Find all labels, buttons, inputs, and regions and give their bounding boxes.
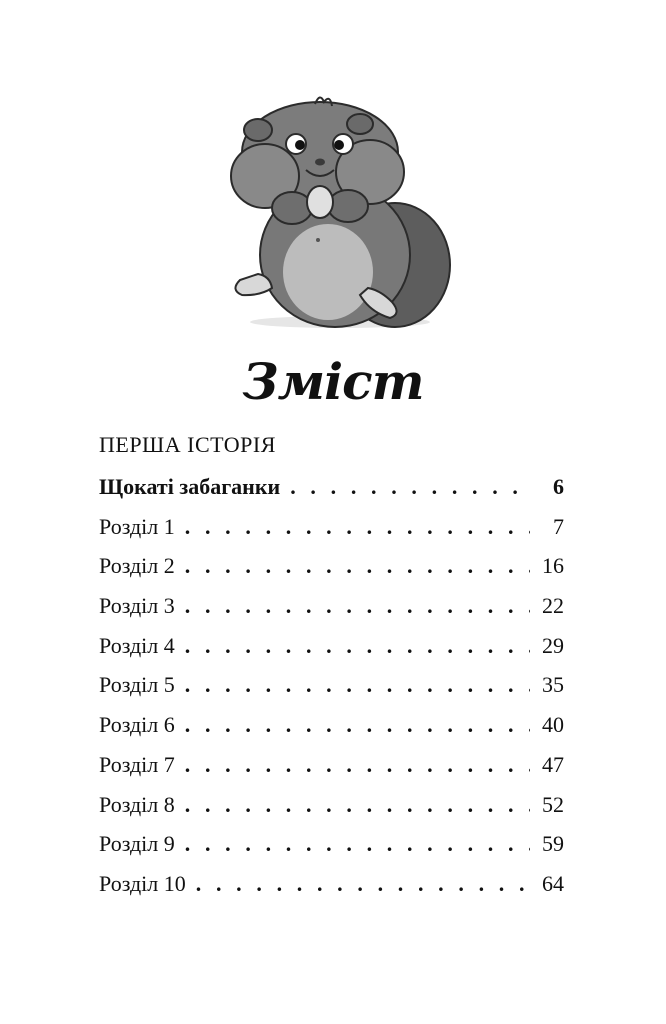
toc-entry[interactable]: [99, 593, 564, 633]
dot-leader: [185, 672, 530, 698]
dot-leader: [185, 831, 530, 857]
toc-entry-label: Розділ 5: [99, 672, 175, 698]
toc-entry[interactable]: [99, 514, 564, 554]
toc-entry-page: 52: [542, 791, 564, 817]
dot-leader: [185, 752, 530, 778]
toc-entry-page: 6: [553, 474, 564, 499]
toc-entry-label: Розділ 8: [99, 791, 175, 817]
toc-entry-label: Щокаті забаганки: [99, 474, 281, 499]
table-of-contents: [99, 474, 564, 911]
toc-entry-page: 59: [542, 831, 564, 857]
toc-entry-label: Розділ 6: [99, 712, 175, 738]
dot-leader: [185, 593, 530, 619]
dot-leader: [290, 474, 530, 500]
page-title: Зміст: [242, 352, 424, 411]
toc-entry-page: 16: [542, 553, 564, 579]
toc-entry-page: 7: [553, 513, 564, 539]
toc-entry-page: 22: [542, 593, 564, 619]
dot-leader: [185, 514, 530, 540]
toc-entry-label: Розділ 7: [99, 751, 175, 777]
dot-leader: [196, 871, 530, 897]
toc-entry-label: Розділ 1: [99, 513, 175, 539]
toc-entry-page: 64: [542, 870, 564, 896]
toc-entry-label: Розділ 4: [99, 632, 175, 658]
toc-entry[interactable]: [99, 752, 564, 792]
toc-entry[interactable]: [99, 712, 564, 752]
toc-entry-label: Розділ 3: [99, 593, 175, 619]
toc-entry-page: 40: [542, 712, 564, 738]
toc-entry[interactable]: [99, 633, 564, 673]
toc-entry-label: Розділ 9: [99, 831, 175, 857]
toc-entry-page: 29: [542, 632, 564, 658]
toc-entry[interactable]: [99, 871, 564, 911]
toc-entry[interactable]: [99, 474, 564, 514]
toc-entry-page: 35: [542, 672, 564, 698]
dot-leader: [185, 633, 530, 659]
hamster-illustration: [220, 90, 460, 335]
toc-entry-label: Розділ 10: [99, 870, 186, 896]
toc-entry[interactable]: [99, 672, 564, 712]
dot-leader: [185, 712, 530, 738]
toc-entry-label: Розділ 2: [99, 553, 175, 579]
toc-entry[interactable]: [99, 792, 564, 832]
dot-leader: [185, 553, 530, 579]
section-heading: ПЕРША ІСТОРІЯ: [99, 432, 276, 457]
toc-entry-page: 47: [542, 751, 564, 777]
toc-entry[interactable]: [99, 553, 564, 593]
dot-leader: [185, 792, 530, 818]
toc-entry[interactable]: [99, 831, 564, 871]
